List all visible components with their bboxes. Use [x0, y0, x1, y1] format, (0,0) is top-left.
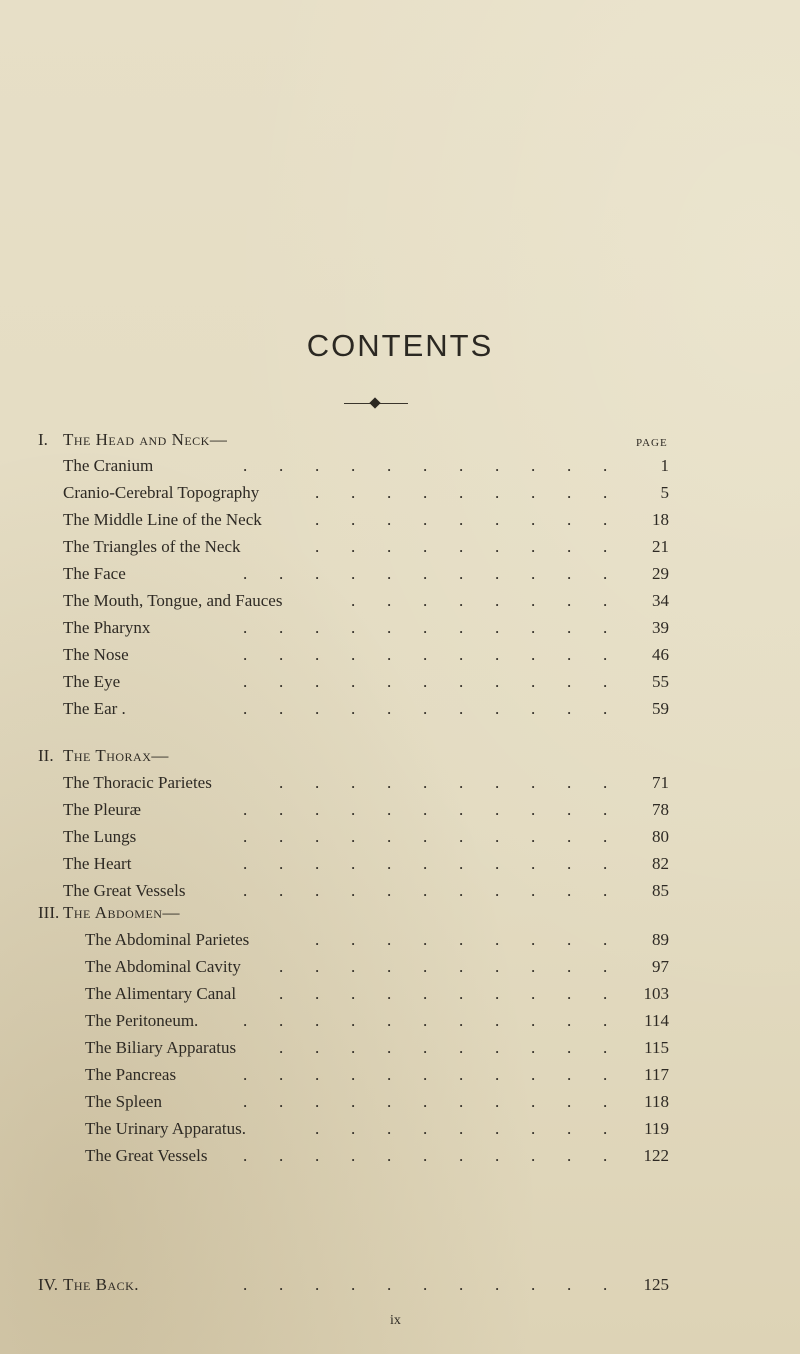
entry-title: The Urinary Apparatus.: [85, 1119, 246, 1138]
toc-entry[interactable]: [0, 981, 800, 1007]
page-column-label: PAGE: [636, 437, 668, 449]
entry-page-number: 118: [644, 1092, 669, 1111]
part-title: The Head and Neck—: [63, 430, 228, 449]
entry-page-number: 97: [652, 957, 669, 976]
leader-dots: . . . . . . . . . . .: [243, 564, 608, 583]
part-heading: [0, 1272, 800, 1298]
toc-entry[interactable]: [0, 770, 800, 796]
entry-title: The Pancreas: [85, 1065, 177, 1084]
entry-title: The Abdominal Parietes: [85, 930, 250, 949]
leader-dots: . . . . . . . . . . .: [243, 1011, 608, 1030]
entry-title: The Cranium: [63, 456, 154, 475]
toc-entry[interactable]: [0, 1089, 800, 1115]
diamond-icon: [369, 397, 380, 408]
part-heading: [0, 900, 800, 926]
entry-page-number: 18: [652, 510, 669, 529]
entry-title: Cranio-Cerebral Topography: [63, 483, 260, 502]
entry-page-number: 103: [643, 984, 669, 1003]
toc-entry[interactable]: [0, 480, 800, 506]
toc-entry[interactable]: [0, 1143, 800, 1169]
entry-title: The Abdominal Cavity: [85, 957, 241, 976]
entry-page-number: 59: [652, 699, 669, 718]
leader-dots: . . . . . . . . . . .: [243, 1092, 608, 1111]
entry-title: The Face: [63, 564, 126, 583]
entry-page-number: 115: [644, 1038, 669, 1057]
entry-title: The Ear .: [63, 699, 126, 718]
part-page-number: 125: [643, 1275, 669, 1294]
toc-entry[interactable]: [0, 453, 800, 479]
part-numeral: III.: [38, 903, 60, 922]
part-title: The Abdomen—: [63, 903, 180, 922]
entry-title: The Pharynx: [63, 618, 151, 637]
entry-title: The Spleen: [85, 1092, 162, 1111]
leader-dots: . . . . . . . . . .: [279, 957, 608, 976]
toc-entry[interactable]: [0, 954, 800, 980]
leader-dots: . . . . . . . . .: [315, 537, 608, 556]
toc-entry[interactable]: [0, 1035, 800, 1061]
leader-dots: . . . . . . . . . . .: [243, 1146, 608, 1165]
entry-title: The Heart: [63, 854, 132, 873]
leader-dots: . . . . . . . . . . .: [243, 645, 608, 664]
entry-title: The Biliary Apparatus: [85, 1038, 237, 1057]
part-numeral: IV.: [38, 1275, 58, 1294]
leader-dots: . . . . . . . . . . .: [243, 881, 608, 900]
toc-entry[interactable]: [0, 588, 800, 614]
leader-dots: . . . . . . . . . . .: [243, 618, 608, 637]
part-title: The Thorax—: [63, 746, 169, 765]
leader-dots: . . . . . . . . . . .: [243, 1275, 608, 1294]
leader-dots: . . . . . . . . . . .: [243, 827, 608, 846]
entry-title: The Middle Line of the Neck: [63, 510, 262, 529]
entry-page-number: 21: [652, 537, 669, 556]
toc-entry[interactable]: [0, 797, 800, 823]
entry-page-number: 29: [652, 564, 669, 583]
leader-dots: . . . . . . . . .: [315, 483, 608, 502]
leader-dots: . . . . . . . . . . .: [243, 699, 608, 718]
toc-entry[interactable]: [0, 927, 800, 953]
leader-dots: . . . . . . . . . . .: [243, 672, 608, 691]
entry-page-number: 34: [652, 591, 669, 610]
leader-dots: . . . . . . . . . . .: [243, 456, 608, 475]
entry-title: The Mouth, Tongue, and Fauces: [63, 591, 283, 610]
leader-dots: . . . . . . . . . . .: [243, 800, 608, 819]
leader-dots: . . . . . . . . . . .: [243, 1065, 608, 1084]
leader-dots: . . . . . . . . .: [315, 930, 608, 949]
toc-entry[interactable]: [0, 642, 800, 668]
entry-page-number: 119: [644, 1119, 669, 1138]
entry-title: The Nose: [63, 645, 129, 664]
leader-dots: . . . . . . . . . .: [279, 1038, 608, 1057]
entry-title: The Peritoneum.: [85, 1011, 199, 1030]
leader-dots: . . . . . . . .: [351, 591, 608, 610]
entry-title: The Pleuræ: [63, 800, 141, 819]
entry-page-number: 117: [644, 1065, 669, 1084]
entry-page-number: 1: [660, 456, 669, 475]
page-title: CONTENTS: [306, 328, 494, 363]
leader-dots: . . . . . . . . . . .: [243, 854, 608, 873]
entry-title: The Alimentary Canal: [85, 984, 237, 1003]
entry-page-number: 5: [660, 483, 669, 502]
part-numeral: II.: [38, 746, 54, 765]
leader-dots: . . . . . . . . . .: [279, 773, 608, 792]
entry-title: The Triangles of the Neck: [63, 537, 241, 556]
entry-page-number: 114: [644, 1011, 669, 1030]
part-heading: [0, 427, 800, 453]
toc-entry[interactable]: [0, 851, 800, 877]
toc-entry[interactable]: [0, 1116, 800, 1142]
entry-page-number: 89: [652, 930, 669, 949]
toc-entry[interactable]: [0, 696, 800, 722]
entry-page-number: 71: [652, 773, 669, 792]
toc-entry[interactable]: [0, 1062, 800, 1088]
entry-page-number: 80: [652, 827, 669, 846]
toc-entry[interactable]: [0, 669, 800, 695]
toc-entry[interactable]: [0, 1008, 800, 1034]
entry-title: The Thoracic Parietes: [63, 773, 212, 792]
entry-title: The Lungs: [63, 827, 137, 846]
entry-title: The Great Vessels: [85, 1146, 208, 1165]
toc-entry[interactable]: [0, 824, 800, 850]
part-heading: [0, 743, 800, 769]
entry-page-number: 122: [643, 1146, 669, 1165]
toc-entry[interactable]: [0, 561, 800, 587]
entry-title: The Eye: [63, 672, 121, 691]
leader-dots: . . . . . . . . .: [315, 510, 608, 529]
toc-entry[interactable]: [0, 534, 800, 560]
entry-page-number: 82: [652, 854, 669, 873]
entry-page-number: 39: [652, 618, 669, 637]
page-folio: ix: [390, 1313, 401, 1328]
part-numeral: I.: [38, 430, 48, 449]
entry-page-number: 46: [652, 645, 669, 664]
entry-page-number: 55: [652, 672, 669, 691]
leader-dots: . . . . . . . . . .: [279, 984, 608, 1003]
toc-entry[interactable]: [0, 615, 800, 641]
leader-dots: . . . . . . . . .: [315, 1119, 608, 1138]
divider-ornament: [344, 398, 408, 410]
entry-title: The Great Vessels: [63, 881, 186, 900]
entry-page-number: 85: [652, 881, 669, 900]
toc-entry[interactable]: [0, 507, 800, 533]
entry-page-number: 78: [652, 800, 669, 819]
part-title: The Back.: [63, 1275, 140, 1294]
